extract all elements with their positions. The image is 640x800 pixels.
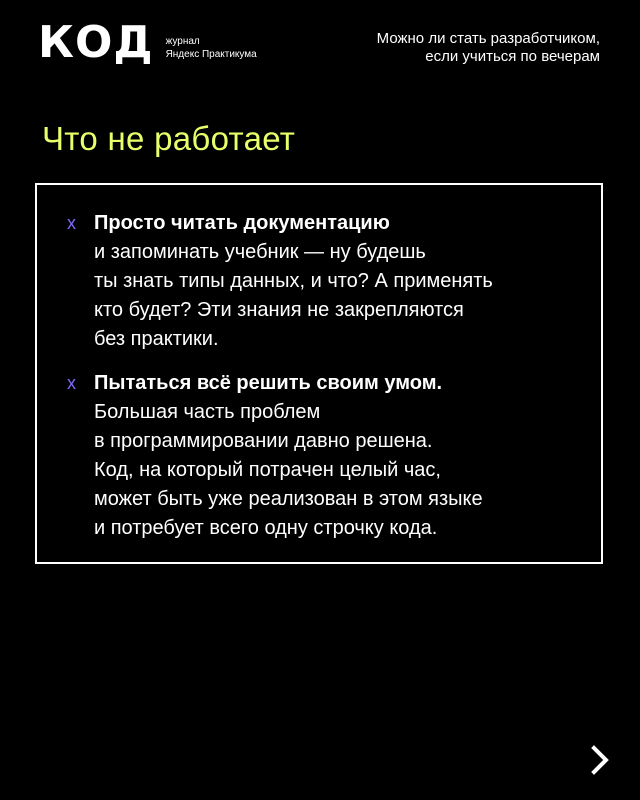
list-item-line: Большая часть проблем xyxy=(94,401,321,423)
content-box xyxy=(35,183,603,564)
list-item-line: кто будет? Эти знания не закрепляются xyxy=(94,299,464,321)
section-title: Что не работает xyxy=(42,120,296,157)
chevron-right-icon xyxy=(590,745,610,775)
list-item-line: может быть уже реализован в этом языке xyxy=(94,488,483,510)
list-item-line: без практики. xyxy=(94,328,219,350)
x-marker-icon: x xyxy=(67,213,76,233)
list-item-line: и запоминать учебник — ну будешь xyxy=(94,241,426,263)
list-item-line: и потребует всего одну строчку кода. xyxy=(94,517,438,539)
list-item-heading: Просто читать документацию xyxy=(94,212,390,234)
logo-subtitle-line: журнал xyxy=(165,36,200,47)
article-title-line: если учиться по вечерам xyxy=(425,48,600,65)
list-item-line: ты знать типы данных, и что? А применять xyxy=(94,270,493,292)
article-title-line: Можно ли стать разработчиком, xyxy=(376,30,600,47)
next-slide-button[interactable] xyxy=(590,745,610,775)
list-item-line: Код, на который потрачен целый час, xyxy=(94,459,441,481)
list-item-line: в программировании давно решена. xyxy=(94,430,433,452)
list-item-text xyxy=(94,369,581,543)
x-marker-icon: x xyxy=(67,373,76,393)
list-item-text xyxy=(94,209,581,354)
logo-subtitle-line: Яндекс Практикума xyxy=(165,49,257,60)
logo-subtitle xyxy=(166,35,257,61)
logo-wordmark: КОД xyxy=(38,17,154,68)
logo xyxy=(38,17,257,68)
list-item-heading: Пытаться всё решить своим умом. xyxy=(94,372,443,394)
header xyxy=(0,0,640,100)
article-title xyxy=(300,30,600,66)
